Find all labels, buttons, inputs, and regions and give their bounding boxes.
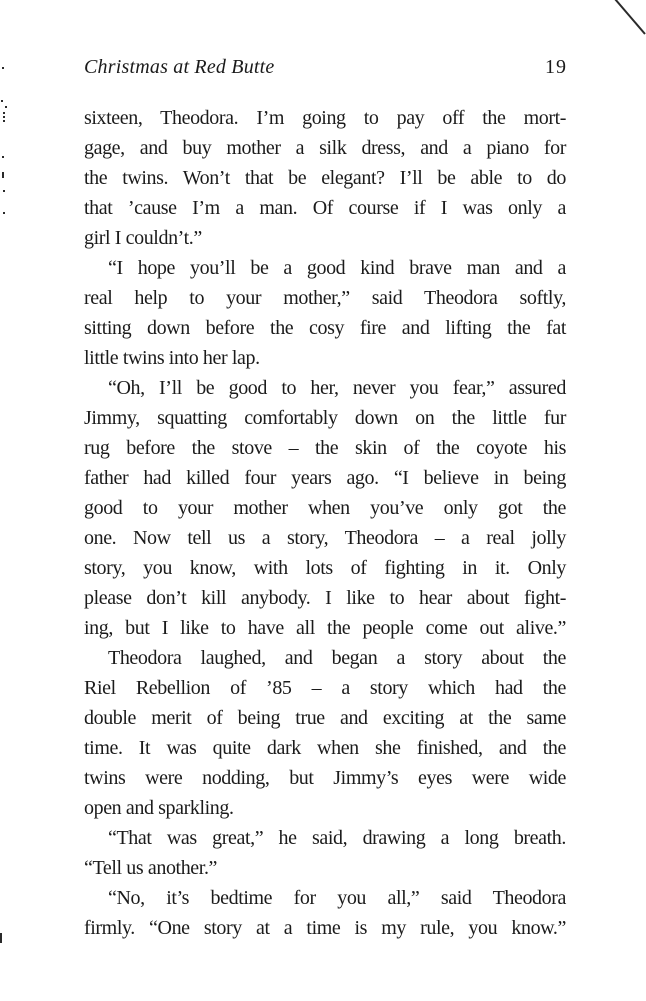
scan-speckle <box>3 120 5 122</box>
scan-speckle <box>3 212 5 214</box>
scan-speckle <box>1 100 3 102</box>
scan-speckle <box>2 172 4 178</box>
text-line: “I hope you’ll be a good kind brave man and a <box>108 257 566 279</box>
text-line: rug before the stove – the skin of the coyote his <box>84 437 566 459</box>
text-line: good to your mother when you’ve only got the <box>84 497 566 519</box>
text-line: the twins. Won’t that be elegant? I’ll be able to do <box>84 167 566 189</box>
text-line: girl I couldn’t.” <box>84 227 202 249</box>
page-corner-crease <box>600 0 646 40</box>
running-title: Christmas at Red Butte <box>84 56 275 78</box>
text-line: ing, but I like to have all the people come out alive.” <box>84 617 566 639</box>
text-line: twins were nodding, but Jimmy’s eyes were wide <box>84 767 566 789</box>
scan-speckle <box>2 67 4 69</box>
text-line: story, you know, with lots of fighting in it. Only <box>84 557 566 579</box>
page-number: 19 <box>545 56 567 78</box>
text-line: double merit of being true and exciting at the same <box>84 707 566 729</box>
text-line: that ’cause I’m a man. Of course if I was only a <box>84 197 566 219</box>
scan-speckle <box>2 156 4 158</box>
text-line: one. Now tell us a story, Theodora – a real jolly <box>84 527 566 549</box>
text-line: time. It was quite dark when she finished, and the <box>84 737 566 759</box>
scan-speckle <box>5 106 7 108</box>
text-line: “That was great,” he said, drawing a long breath. <box>108 827 566 849</box>
text-line: sixteen, Theodora. I’m going to pay off the mort- <box>84 107 566 129</box>
scan-speckle <box>0 933 2 943</box>
text-line: little twins into her lap. <box>84 347 260 369</box>
text-line: Theodora laughed, and began a story about the <box>108 647 566 669</box>
text-line: sitting down before the cosy fire and lifting the fat <box>84 317 566 339</box>
text-line: firmly. “One story at a time is my rule, you know.” <box>84 917 566 939</box>
text-line: Riel Rebellion of ’85 – a story which had the <box>84 677 566 699</box>
scan-speckle <box>3 116 5 118</box>
text-line: “No, it’s bedtime for you all,” said Theodora <box>108 887 566 909</box>
scan-speckle <box>3 190 5 192</box>
running-head <box>84 56 567 79</box>
scan-speckle <box>3 112 5 114</box>
text-line: please don’t kill anybody. I like to hear about fight- <box>84 587 566 609</box>
text-line: father had killed four years ago. “I believe in being <box>84 467 566 489</box>
text-line: real help to your mother,” said Theodora softly, <box>84 287 566 309</box>
text-line: “Oh, I’ll be good to her, never you fear,” assured <box>108 377 566 399</box>
body-text <box>84 103 566 943</box>
text-line: “Tell us another.” <box>84 857 218 879</box>
text-line: open and sparkling. <box>84 797 234 819</box>
text-line: gage, and buy mother a silk dress, and a piano for <box>84 137 566 159</box>
text-line: Jimmy, squatting comfortably down on the little fur <box>84 407 566 429</box>
